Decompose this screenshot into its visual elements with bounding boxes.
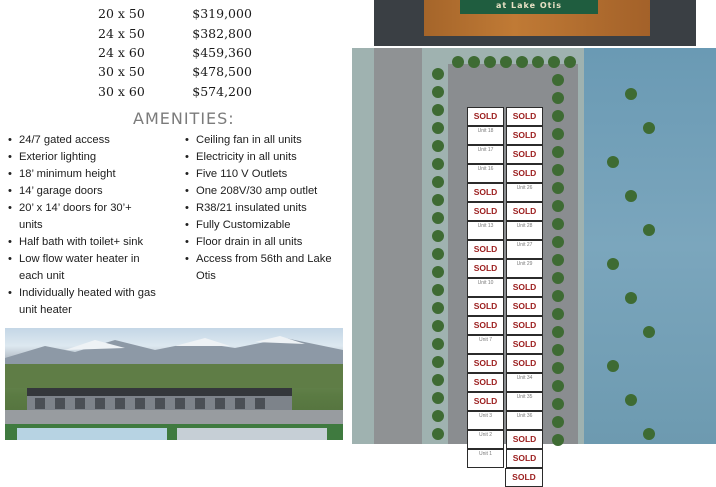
- tree: [432, 428, 444, 440]
- tree: [432, 68, 444, 80]
- unit-row: [466, 182, 544, 201]
- unit-available: Unit 1: [467, 449, 504, 468]
- pricing-row: [90, 23, 270, 42]
- tree: [607, 258, 619, 270]
- tree: [552, 290, 564, 302]
- unit-sold: SOLD: [467, 202, 504, 221]
- building-photo-illustration: [5, 328, 343, 440]
- unit-row: [466, 448, 544, 467]
- amenities-list-left: [8, 132, 158, 319]
- unit-price: $574,200: [192, 83, 252, 99]
- unit-sold: SOLD: [467, 107, 504, 126]
- unit-row: [466, 467, 544, 486]
- unit-available: Unit 3: [467, 411, 504, 430]
- sign-label: at Lake Otis: [460, 0, 598, 14]
- amenity-item: • Ceiling fan in all units: [185, 132, 345, 149]
- unit-row: [466, 391, 544, 410]
- tree: [552, 254, 564, 266]
- unit-price: $382,800: [192, 25, 252, 41]
- unit-sold: SOLD: [506, 449, 543, 468]
- unit-sold: SOLD: [506, 297, 543, 316]
- unit-sold: SOLD: [467, 259, 504, 278]
- building-photo: [5, 328, 343, 440]
- amenity-item: • 14’ garage doors: [8, 183, 158, 200]
- unit-available: Unit 13: [467, 221, 504, 240]
- unit-available: Unit 27: [506, 240, 543, 259]
- unit-available: Unit 16: [467, 164, 504, 183]
- unit-grid: [466, 106, 544, 486]
- tree: [552, 434, 564, 446]
- unit-sold: SOLD: [467, 373, 504, 392]
- unit-sold: SOLD: [506, 278, 543, 297]
- unit-sold: SOLD: [467, 316, 504, 335]
- tree: [552, 308, 564, 320]
- tree: [625, 292, 637, 304]
- unit-row: [466, 372, 544, 391]
- unit-available: Unit 2: [467, 430, 504, 449]
- amenity-item: • 18’ minimum height: [8, 166, 158, 183]
- tree: [432, 392, 444, 404]
- tree: [516, 56, 528, 68]
- tree: [643, 224, 655, 236]
- amenity-item: • R38/21 insulated units: [185, 200, 345, 217]
- tree: [552, 398, 564, 410]
- unit-size: 24 x 60: [98, 44, 145, 60]
- tree: [552, 110, 564, 122]
- unit-row: [466, 315, 544, 334]
- tree: [552, 236, 564, 248]
- unit-row: [466, 201, 544, 220]
- tree: [484, 56, 496, 68]
- tree: [625, 88, 637, 100]
- tree: [564, 56, 576, 68]
- tree: [552, 344, 564, 356]
- tree: [432, 302, 444, 314]
- unit-row: [466, 144, 544, 163]
- tree: [552, 182, 564, 194]
- unit-sold: SOLD: [506, 126, 543, 145]
- unit-row: [466, 429, 544, 448]
- amenity-item: • Fully Customizable: [185, 217, 345, 234]
- amenity-item: • One 208V/30 amp outlet: [185, 183, 345, 200]
- unit-size: 30 x 60: [98, 83, 145, 99]
- tree: [432, 356, 444, 368]
- unit-row: [466, 220, 544, 239]
- pricing-row: [90, 62, 270, 81]
- unit-sold: SOLD: [506, 145, 543, 164]
- unit-sold: SOLD: [506, 107, 543, 126]
- tree: [532, 56, 544, 68]
- sign-banner: [374, 0, 696, 46]
- tree: [432, 104, 444, 116]
- unit-available: Unit 26: [506, 183, 543, 202]
- tree: [432, 140, 444, 152]
- unit-available: Unit 35: [506, 392, 543, 411]
- unit-row: [466, 410, 544, 429]
- unit-sold: SOLD: [506, 202, 543, 221]
- unit-sold: SOLD: [506, 430, 543, 449]
- tree: [625, 394, 637, 406]
- aerial-site-map: [352, 48, 716, 482]
- unit-sold: SOLD: [467, 183, 504, 202]
- unit-row: [466, 106, 544, 125]
- tree: [432, 176, 444, 188]
- unit-sold: SOLD: [467, 297, 504, 316]
- wood-sign: [424, 0, 650, 36]
- amenity-item: • 24/7 gated access: [8, 132, 158, 149]
- unit-row: [466, 239, 544, 258]
- unit-sold: SOLD: [467, 354, 504, 373]
- tree: [607, 156, 619, 168]
- tree: [452, 56, 464, 68]
- tree: [552, 74, 564, 86]
- tree: [432, 158, 444, 170]
- amenity-item: • Electricity in all units: [185, 149, 345, 166]
- amenities-list-right: [185, 132, 345, 285]
- tree: [552, 218, 564, 230]
- tree: [552, 380, 564, 392]
- tree: [643, 428, 655, 440]
- unit-price: $478,500: [192, 64, 252, 80]
- tree: [643, 122, 655, 134]
- unit-sold: SOLD: [506, 316, 543, 335]
- road: [374, 48, 422, 444]
- unit-available: Unit 34: [506, 373, 543, 392]
- unit-available: Unit 17: [467, 145, 504, 164]
- unit-row: [466, 334, 544, 353]
- tree: [432, 230, 444, 242]
- tree: [500, 56, 512, 68]
- amenity-item: • Half bath with toilet+ sink: [8, 234, 158, 251]
- unit-sold: SOLD: [467, 240, 504, 259]
- tree: [552, 128, 564, 140]
- tree: [432, 248, 444, 260]
- unit-available: Unit 29: [506, 259, 543, 278]
- tree: [643, 326, 655, 338]
- unit-available: Unit 36: [506, 411, 543, 430]
- unit-row: [466, 277, 544, 296]
- unit-sold: SOLD: [467, 392, 504, 411]
- tree: [468, 56, 480, 68]
- tree: [552, 164, 564, 176]
- tree: [552, 272, 564, 284]
- amenity-item: • Exterior lighting: [8, 149, 158, 166]
- unit-price: $319,000: [192, 6, 252, 22]
- amenity-item: • Floor drain in all units: [185, 234, 345, 251]
- tree: [432, 122, 444, 134]
- amenity-item: • Access from 56th and Lake Otis: [185, 251, 345, 285]
- unit-sold: SOLD: [505, 468, 543, 487]
- unit-size: 20 x 50: [98, 6, 145, 22]
- unit-row: [466, 163, 544, 182]
- unit-available: Unit 7: [467, 335, 504, 354]
- amenity-item: • Low flow water heater in each unit: [8, 251, 158, 285]
- amenity-item: • Five 110 V Outlets: [185, 166, 345, 183]
- tree: [432, 284, 444, 296]
- tree: [552, 416, 564, 428]
- tree: [552, 326, 564, 338]
- unit-available: Unit 18: [467, 126, 504, 145]
- tree: [432, 320, 444, 332]
- tree: [432, 374, 444, 386]
- tree: [432, 212, 444, 224]
- amenity-item: • Individually heated with gas unit heater: [8, 285, 158, 319]
- unit-available: Unit 10: [467, 278, 504, 297]
- pricing-row: [90, 82, 270, 101]
- unit-sold: SOLD: [506, 354, 543, 373]
- tree: [548, 56, 560, 68]
- tree: [552, 362, 564, 374]
- pricing-row: [90, 4, 270, 23]
- unit-sold: SOLD: [506, 335, 543, 354]
- pricing-row: [90, 43, 270, 62]
- amenities-title: AMENITIES:: [133, 109, 235, 128]
- tree: [552, 146, 564, 158]
- unit-size: 24 x 50: [98, 25, 145, 41]
- neighboring-lot: [584, 48, 716, 444]
- amenity-item: • 20’ x 14’ doors for 30’+ units: [8, 200, 158, 234]
- tree: [432, 86, 444, 98]
- tree: [432, 194, 444, 206]
- tree: [432, 266, 444, 278]
- unit-available: Unit 28: [506, 221, 543, 240]
- tree: [552, 92, 564, 104]
- unit-row: [466, 258, 544, 277]
- unit-spacer: [466, 467, 504, 486]
- unit-row: [466, 125, 544, 144]
- pricing-table: [90, 4, 270, 101]
- unit-sold: SOLD: [506, 164, 543, 183]
- tree: [625, 190, 637, 202]
- tree: [432, 410, 444, 422]
- unit-row: [466, 296, 544, 315]
- unit-price: $459,360: [192, 44, 252, 60]
- tree: [552, 200, 564, 212]
- tree: [607, 360, 619, 372]
- unit-row: [466, 353, 544, 372]
- unit-size: 30 x 50: [98, 64, 145, 80]
- tree: [432, 338, 444, 350]
